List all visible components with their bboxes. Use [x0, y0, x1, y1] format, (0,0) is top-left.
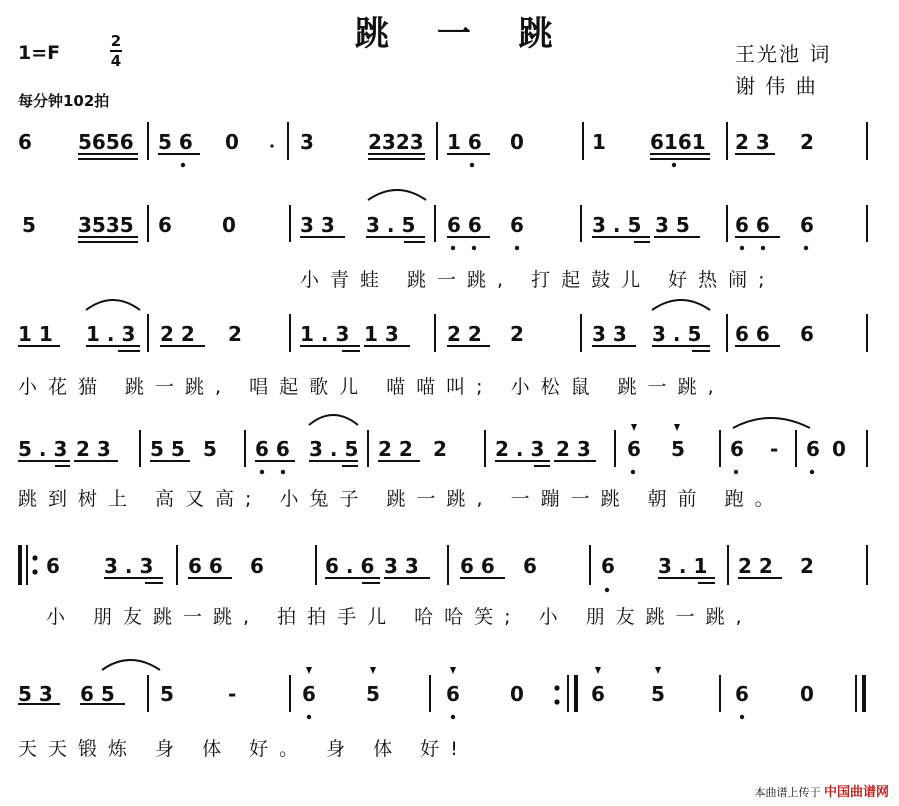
note: 3: [300, 130, 314, 154]
note-group: 3 . 1: [658, 554, 708, 578]
composer-credit: 谢 伟 曲: [735, 74, 818, 98]
note-group: 3 . 5: [592, 213, 642, 237]
note-group: 1 6: [447, 130, 482, 154]
lyricist-credit: 王光池 词: [735, 42, 832, 66]
note-group: 2 3: [556, 437, 591, 461]
rest: 0: [510, 130, 524, 154]
note-group: 2 3: [735, 130, 770, 154]
note-group: 6 6: [735, 213, 770, 237]
note-group: 2 2: [160, 322, 195, 346]
note-group: 5 5: [150, 437, 185, 461]
time-signature-top: 2: [110, 32, 122, 50]
lyric-line-1: 小青蛙 跳一跳, 打起鼓儿 好热闹;: [300, 269, 776, 291]
note: 2: [228, 322, 242, 346]
note: 2: [433, 437, 447, 461]
rest: 0: [510, 682, 524, 706]
note-group: 3535: [78, 213, 134, 237]
note-group: 6 6: [735, 322, 770, 346]
note: 6: [18, 130, 32, 154]
rest: 0: [800, 682, 814, 706]
rest: 0: [222, 213, 236, 237]
note: 6: [730, 437, 744, 461]
note-group: 3 . 5: [309, 437, 359, 461]
note-group: 3 . 3: [104, 554, 154, 578]
note-group: 2 2: [378, 437, 413, 461]
note-group: 1 . 3: [300, 322, 350, 346]
note-group: 3 3: [300, 213, 335, 237]
note: 2: [510, 322, 524, 346]
note: 5: [671, 437, 685, 461]
note-group: 1 3: [364, 322, 399, 346]
note-group: 3 5: [655, 213, 690, 237]
note-group: 3 3: [384, 554, 419, 578]
note: 6: [446, 682, 460, 706]
note-group: 5656: [78, 130, 134, 154]
note: 5: [22, 213, 36, 237]
note-group: 2 3: [76, 437, 111, 461]
note-group: 6 6: [188, 554, 223, 578]
rest: 0: [225, 130, 239, 154]
dash: -: [228, 682, 237, 706]
note-group: 5 3: [18, 682, 53, 706]
dash: -: [770, 437, 779, 461]
site-logo-text[interactable]: 中国曲谱网: [823, 785, 889, 800]
note: 6: [800, 213, 814, 237]
upload-text: 本曲谱上传于: [754, 786, 821, 799]
note: 6: [806, 437, 820, 461]
note: 1: [592, 130, 606, 154]
note: 6: [800, 322, 814, 346]
rest: 0: [832, 437, 846, 461]
note: 6: [601, 554, 615, 578]
note: 6: [735, 682, 749, 706]
note: 6: [158, 213, 172, 237]
song-title: 跳 一 跳: [355, 14, 571, 54]
note: 5: [203, 437, 217, 461]
note-group: 6 6: [255, 437, 290, 461]
note: 2: [800, 554, 814, 578]
time-signature-bottom: 4: [110, 52, 122, 70]
note-group: 2323: [368, 130, 424, 154]
note-group: 2 . 3: [495, 437, 545, 461]
note: 5: [366, 682, 380, 706]
note: 5: [651, 682, 665, 706]
note-group: 5 . 3: [18, 437, 68, 461]
note-group: 6 . 6: [325, 554, 375, 578]
note-group: 5 6: [158, 130, 193, 154]
note: 6: [250, 554, 264, 578]
note-group: 3 . 5: [652, 322, 702, 346]
note-group: 6161: [650, 130, 706, 154]
lyric-line-5: 天天锻炼 身 体 好。 身 体 好!: [18, 738, 469, 760]
note: 6: [510, 213, 524, 237]
note-group: 3 . 5: [366, 213, 416, 237]
note-group: 6 6: [460, 554, 495, 578]
lyric-line-3: 跳到树上 高又高; 小兔子 跳一跳, 一蹦一跳 朝前 跑。: [18, 488, 785, 510]
note: 2: [800, 130, 814, 154]
source-footer: [754, 781, 889, 800]
note-group: 1 . 3: [86, 322, 136, 346]
note: 6: [302, 682, 316, 706]
note-group: 1 1: [18, 322, 53, 346]
note: 6: [591, 682, 605, 706]
note: 5: [160, 682, 174, 706]
tempo-marking: 每分钟102拍: [18, 92, 110, 110]
note: 6: [46, 554, 60, 578]
note: 6: [523, 554, 537, 578]
note-group: 2 2: [447, 322, 482, 346]
note-group: 3 3: [592, 322, 627, 346]
lyric-line-2: 小花猫 跳一跳, 唱起歌儿 喵喵叫; 小松鼠 跳一跳,: [18, 376, 725, 398]
note-group: 6 5: [80, 682, 115, 706]
note-group: 6 6: [447, 213, 482, 237]
note: 6: [627, 437, 641, 461]
lyric-line-4: 小 朋友跳一跳, 拍拍手儿 哈哈笑; 小 朋友跳一跳,: [46, 606, 753, 628]
note-group: 2 2: [738, 554, 773, 578]
key-signature: 1=F: [18, 42, 61, 64]
